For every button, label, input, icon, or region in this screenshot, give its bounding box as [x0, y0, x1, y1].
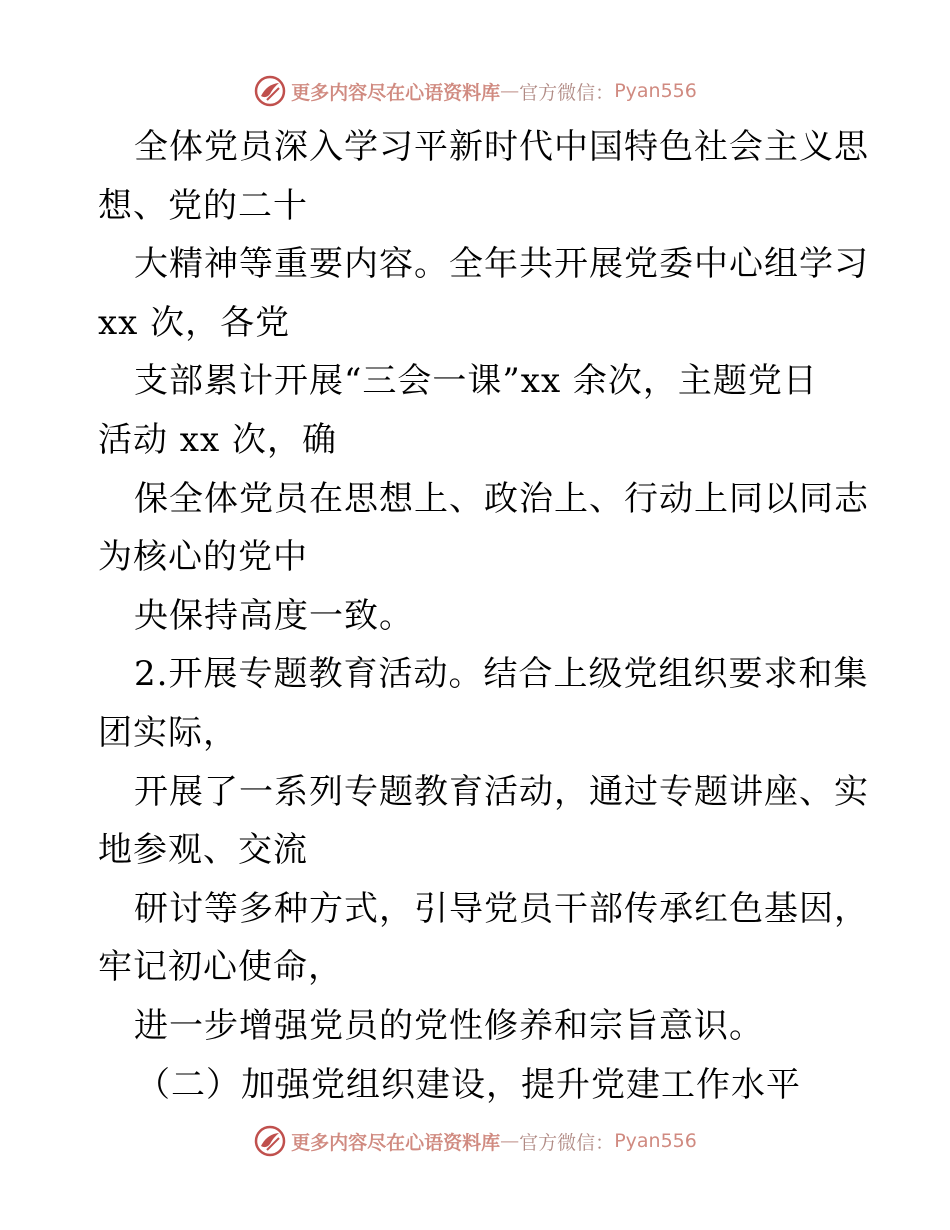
paragraph-line: 进一步增强党员的党性修养和宗旨意识。	[134, 1005, 764, 1046]
document-body	[98, 118, 869, 1114]
paragraph-line: xx 次，各党	[98, 302, 291, 343]
watermark-official-text: 官方微信：	[519, 1131, 615, 1154]
paragraph-line: 支部累计开展“三会一课”xx 余次，主题党日	[134, 361, 818, 402]
paragraph-line: 团实际，	[98, 712, 238, 753]
paragraph-line: 牢记初心使命，	[98, 947, 343, 988]
paragraph-line: 地参观、交流	[98, 830, 308, 871]
paragraph-line: 活动 xx 次，确	[98, 419, 337, 460]
footer-watermark	[0, 1124, 950, 1158]
watermark-main-text: 更多内容尽在心语资料库	[291, 1131, 501, 1154]
section-heading: （二）加强党组织建设，提升党建工作水平	[136, 1064, 801, 1105]
watermark-official-text: 官方微信：	[519, 81, 615, 104]
paragraph-line: 开展了一系列专题教育活动，通过专题讲座、实	[134, 771, 869, 812]
paragraph-line: 全体党员深入学习平新时代中国特色社会主义思	[134, 127, 869, 167]
watermark-main-text: 更多内容尽在心语资料库	[291, 81, 501, 104]
paragraph-line: 想、党的二十	[98, 185, 308, 226]
watermark-separator: —	[500, 80, 520, 102]
header-watermark	[0, 74, 950, 108]
paragraph-line: 央保持高度一致。	[134, 595, 414, 636]
watermark-wechat-id: Pyan556	[614, 1130, 697, 1152]
paragraph-line: 保全体党员在思想上、政治上、行动上同以同志	[134, 478, 869, 519]
paragraph-line: 2.开展专题教育活动。结合上级党组织要求和集	[134, 654, 869, 695]
paragraph-line: 大精神等重要内容。全年共开展党委中心组学习	[134, 244, 869, 285]
red-seal-logo-icon	[253, 74, 287, 108]
watermark-wechat-id: Pyan556	[614, 80, 697, 102]
paragraph-line: 研讨等多种方式，引导党员干部传承红色基因，	[134, 888, 869, 929]
red-seal-logo-icon	[253, 1124, 287, 1158]
paragraph-line: 为核心的党中	[98, 537, 308, 578]
watermark-separator: —	[500, 1130, 520, 1152]
